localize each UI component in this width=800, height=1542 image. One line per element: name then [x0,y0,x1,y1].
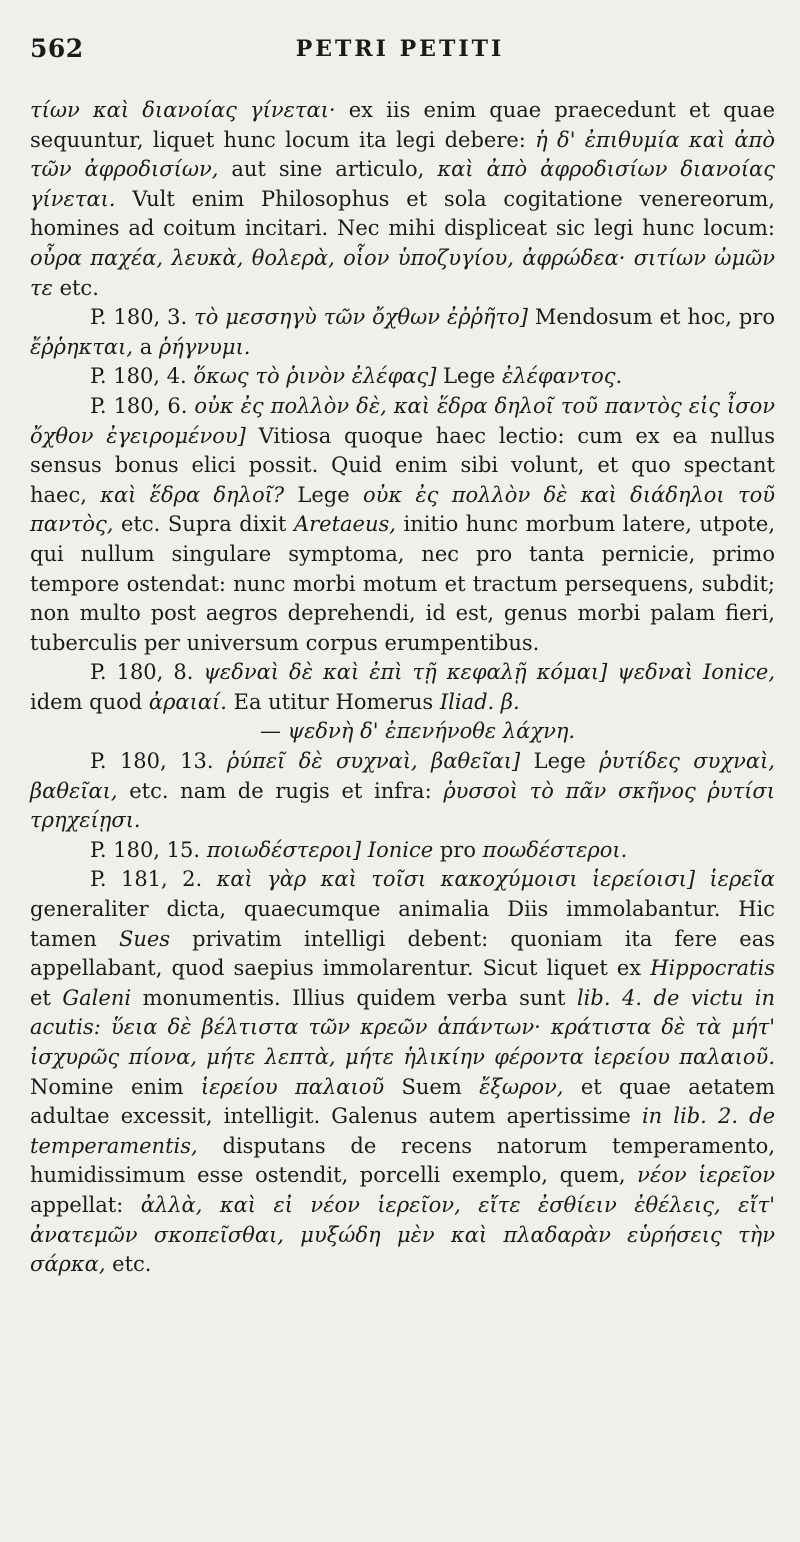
italic-text: Ionice, [702,660,776,685]
italic-text: Hippocratis [650,956,775,981]
page-number: 562 [30,34,84,63]
italic-text: Galeni [62,985,132,1010]
greek-text: ποωδέστεροι. [482,837,628,862]
latin-text: Nomine enim [30,1074,201,1099]
latin-text: ex iis enim quae praecedunt et quae sequuntur, liquet hunc locum ita legi debere: [30,98,775,152]
greek-text: ποιωδέστεροι] [206,837,362,862]
greek-text: ἔξωρον, [479,1074,564,1099]
italic-text: in lib. 2. de temperamentis, [30,1104,775,1158]
latin-text: appellat: [30,1192,141,1217]
latin-text: etc. nam de rugis et infra: [117,778,444,803]
note-paragraph [30,865,775,1279]
greek-text: ἱερεῖα [709,867,775,892]
greek-text: ὕεια δὲ βέλτιστα τῶν κρεῶν ἁπάντων· κράτιστα δὲ τὰ μήτ' ἰσχυρῶς πίονα, μήτε λεπτὰ, μήτε ἡλικίην φέροντα ἱερείου παλαιοῦ. [30,1015,776,1069]
latin-text: Vitiosa quoque haec lectio: cum ex ea nullus sensus bonus elici possit. Quid enim sibi volunt, et quo spectant haec, [30,423,775,507]
paragraph-continuation [30,96,775,303]
note-paragraph [30,836,775,866]
latin-text: a [133,334,159,359]
latin-text: Lege [284,482,363,507]
latin-text: Vult enim Philosophus et sola cogitatione venereorum, homines ad coitum incitari. Nec mihi displiceat sic legi hunc locum: [30,186,775,241]
greek-text: οὐκ ἐς πολλὸν δὲ, καὶ ἕδρα δηλοῖ τοῦ παντὸς εἰς ἶσον ὄχθον ἐγειρομένου] [30,393,775,448]
latin-text: monumentis. Illius quidem verba sunt [131,985,577,1010]
greek-text: οὖρα παχέα, λευκὰ, θολερὰ, οἷον ὑποζυγίου, ἀφρώδεα· σιτίων ὠμῶν τε [30,245,775,300]
latin-text: privatim intelligi debent: quoniam ita fere eas appellabant, quod saepius immolarentur. Sicut liquet ex [30,926,775,981]
latin-text: etc. [105,1252,152,1277]
latin-text: P. 181, 2. [90,867,217,892]
greek-text: τίων καὶ διανοίας γίνεται· [30,98,336,122]
latin-text: P. 180, 15. [90,837,207,862]
latin-text: idem quod [30,689,149,714]
note-paragraph [30,392,775,658]
latin-text: Mendosum et hoc, pro [527,305,775,330]
note-paragraph [30,747,775,836]
latin-text: aut sine articulo, [218,157,438,182]
italic-text: Aretaeus, [293,512,396,537]
greek-text: οὐκ ἐς πολλὸν δὲ καὶ διάδηλοι τοῦ παντὸς, [30,482,775,537]
greek-text: καὶ ἕδρα δηλοῖ? [100,482,285,507]
greek-text: ἐλέφαντος. [502,364,623,389]
latin-text [693,660,703,684]
latin-text [695,867,709,891]
latin-text: P. 180, 13. [90,749,227,774]
latin-text: disputans de recens natorum temperamento, humidissimum esse ostendit, porcelli exemplo, quem, [30,1133,775,1188]
italic-text: Iliad. β. [439,689,520,714]
greek-text: ὅκως τὸ ῥινὸν ἐλέφας] [193,364,437,389]
latin-text: initio hunc morbum latere, utpote, qui nullum singulare symptoma, nec pro tanta pernicie, primo tempore ostendat: nunc morbi motum et tractum persequens, subdit; non multo post aegros deprehendi, id est, genus morbi palam fieri, tuberculis per universum corpus erumpentibus. [30,512,776,655]
italic-text: Sues [118,926,171,951]
greek-text: νέον ἱερεῖον [637,1163,775,1188]
greek-text: καὶ ἀπὸ ἀφροδισίων διανοίας γίνεται. [30,157,775,211]
latin-text: P. 180, 8. [90,660,204,685]
latin-text: generaliter dicta, quaecumque animalia Diis immolabantur. Hic tamen [30,897,775,951]
greek-text: ψεδναὶ [617,660,693,685]
greek-text: ἀλλὰ, καὶ εἰ νέον ἱερεῖον, εἴτε ἐσθίειν ἐθέλεις, εἴτ' ἀνατεμῶν σκοπεῖσθαι, μυξώδη μὲν καὶ πλαδαρὰν εὑρήσεις τὴν σάρκα, [30,1192,775,1277]
latin-text: et [30,985,63,1010]
body-text [30,96,775,1280]
latin-text: Lege [436,364,503,389]
note-paragraph [30,658,775,747]
note-paragraph [30,303,775,362]
latin-text: Lege [520,749,600,774]
greek-text: ῥύπεῖ δὲ συχναὶ, βαθεῖαι] [226,749,521,774]
greek-text: τὸ μεσσηγὺ τῶν ὄχθων ἐῤῥῆτο] [194,305,528,330]
latin-text: et quae aetatem adultae excessit, intelligit. Galenus autem apertissime [30,1074,775,1129]
greek-text: ἀραιαί. [148,689,227,714]
italic-text: lib. 4. de victu in acutis: [30,985,775,1040]
latin-text: pro [433,837,483,862]
latin-text [101,1015,111,1039]
greek-text: ἱερείου παλαιοῦ [200,1074,385,1099]
latin-text: Suem [384,1074,480,1099]
latin-text: Ea utitur Homerus [226,689,440,714]
greek-text: καὶ γὰρ καὶ τοῖσι κακοχύμοισι ἱερείοισι] [216,867,696,892]
greek-text: ἡ δ' ἐπιθυμία καὶ ἀπὸ τῶν ἀφροδισίων, [30,127,775,182]
greek-text: ψεδναὶ δὲ καὶ ἐπὶ τῇ κεφαλῇ κόμαι] [203,660,608,685]
latin-text: P. 180, 6. [90,393,195,418]
italic-text: Ionice [367,837,434,862]
note-paragraph [30,362,775,392]
latin-text: P. 180, 3. [90,305,195,330]
page-header [0,34,800,74]
greek-text: ῥυτίδες συχναὶ, βαθεῖαι, [30,749,775,803]
latin-text: P. 180, 4. [90,364,194,389]
latin-text: etc. [52,275,99,300]
verse-quotation: — ψεδνὴ δ' ἐπενήνοθε λάχνη. [260,719,576,744]
greek-text: ῥυσσοὶ τὸ πᾶν σκῆνος ῥυτίσι τρηχείῃσι. [30,778,775,833]
greek-text: ἔῤῥηκται, [30,334,134,359]
latin-text: etc. Supra dixit [113,512,294,537]
greek-text: ῥήγνυμι. [158,334,251,359]
latin-text [361,838,368,862]
running-title: PETRI PETITI [295,36,505,62]
latin-text [607,660,617,684]
